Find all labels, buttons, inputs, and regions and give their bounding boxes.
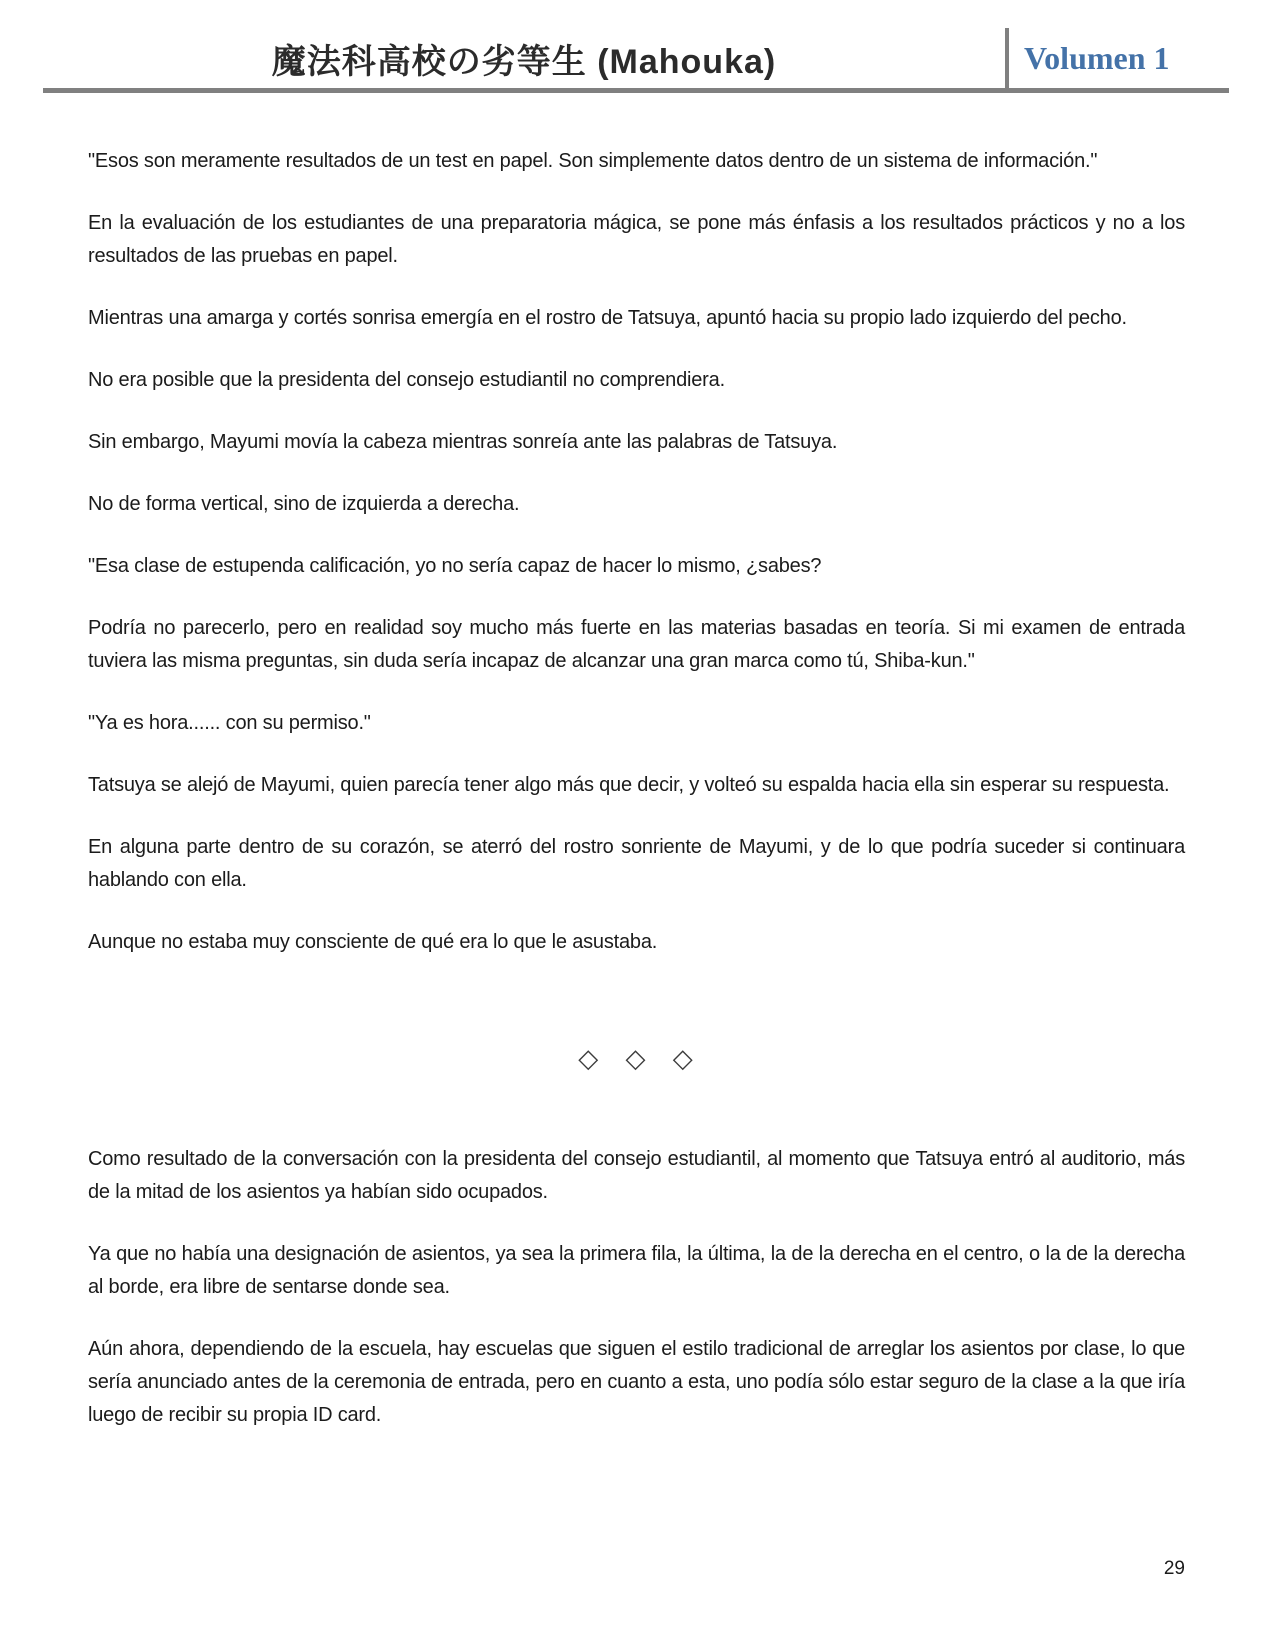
page-footer bbox=[1164, 1558, 1185, 1580]
paragraph: "Esos son meramente resultados de un test en papel. Son simplemente datos dentro de un sistema de información." bbox=[88, 150, 1098, 172]
paragraph: En la evaluación de los estudiantes de una preparatoria mágica, se pone más énfasis a los resultados prácticos y no a los resultados de las pruebas en papel. bbox=[88, 212, 1185, 267]
paragraph: No de forma vertical, sino de izquierda a derecha. bbox=[88, 493, 520, 515]
paragraph: Aunque no estaba muy consciente de qué era lo que le asustaba. bbox=[88, 931, 658, 953]
scene-break-separator: ◇ ◇ ◇ bbox=[578, 1043, 695, 1073]
page-header bbox=[43, 0, 1229, 93]
paragraph: Ya que no había una designación de asientos, ya sea la primera fila, la última, la de la derecha en el centro, o la de la derecha al borde, era libre de sentarse donde sea. bbox=[88, 1243, 1185, 1298]
paragraph: No era posible que la presidenta del consejo estudiantil no comprendiera. bbox=[88, 369, 725, 391]
paragraph: "Esa clase de estupenda calificación, yo no sería capaz de hacer lo mismo, ¿sabes? bbox=[88, 555, 822, 577]
volume-label: Volumen 1 bbox=[1024, 39, 1170, 76]
paragraph: Podría no parecerlo, pero en realidad soy mucho más fuerte en las materias basadas en teoría. Si mi examen de entrada tuviera las misma preguntas, sin duda sería incapaz de alcanzar una gran marca como tú, Shiba-kun." bbox=[88, 617, 1185, 672]
paragraph: Mientras una amarga y cortés sonrisa emergía en el rostro de Tatsuya, apuntó hacia su propio lado izquierdo del pecho. bbox=[88, 307, 1127, 329]
paragraph: Aún ahora, dependiendo de la escuela, hay escuelas que siguen el estilo tradicional de arreglar los asientos por clase, lo que sería anunciado antes de la ceremonia de entrada, pero en cuanto a esta, uno podía sólo estar seguro de la clase a la que iría luego de recibir su propia ID card. bbox=[88, 1338, 1185, 1426]
header-title-cell bbox=[43, 0, 1005, 88]
paragraph: Tatsuya se alejó de Mayumi, quien parecía tener algo más que decir, y volteó su espalda hacia ella sin esperar su respuesta. bbox=[88, 774, 1170, 796]
paragraph: "Ya es hora...... con su permiso." bbox=[88, 712, 371, 734]
page-body bbox=[0, 93, 1275, 1432]
paragraph: En alguna parte dentro de su corazón, se aterró del rostro sonriente de Mayumi, y de lo que podría suceder si continuara hablando con ella. bbox=[88, 836, 1185, 891]
header-volume-cell bbox=[1005, 28, 1229, 88]
paragraph: Sin embargo, Mayumi movía la cabeza mientras sonreía ante las palabras de Tatsuya. bbox=[88, 431, 838, 453]
book-title: 魔法科高校の劣等生 (Mahouka) bbox=[271, 43, 777, 81]
page-number: 29 bbox=[1163, 1558, 1185, 1579]
paragraph: Como resultado de la conversación con la presidenta del consejo estudiantil, al momento que Tatsuya entró al auditorio, más de la mitad de los asientos ya habían sido ocupados. bbox=[88, 1148, 1185, 1203]
